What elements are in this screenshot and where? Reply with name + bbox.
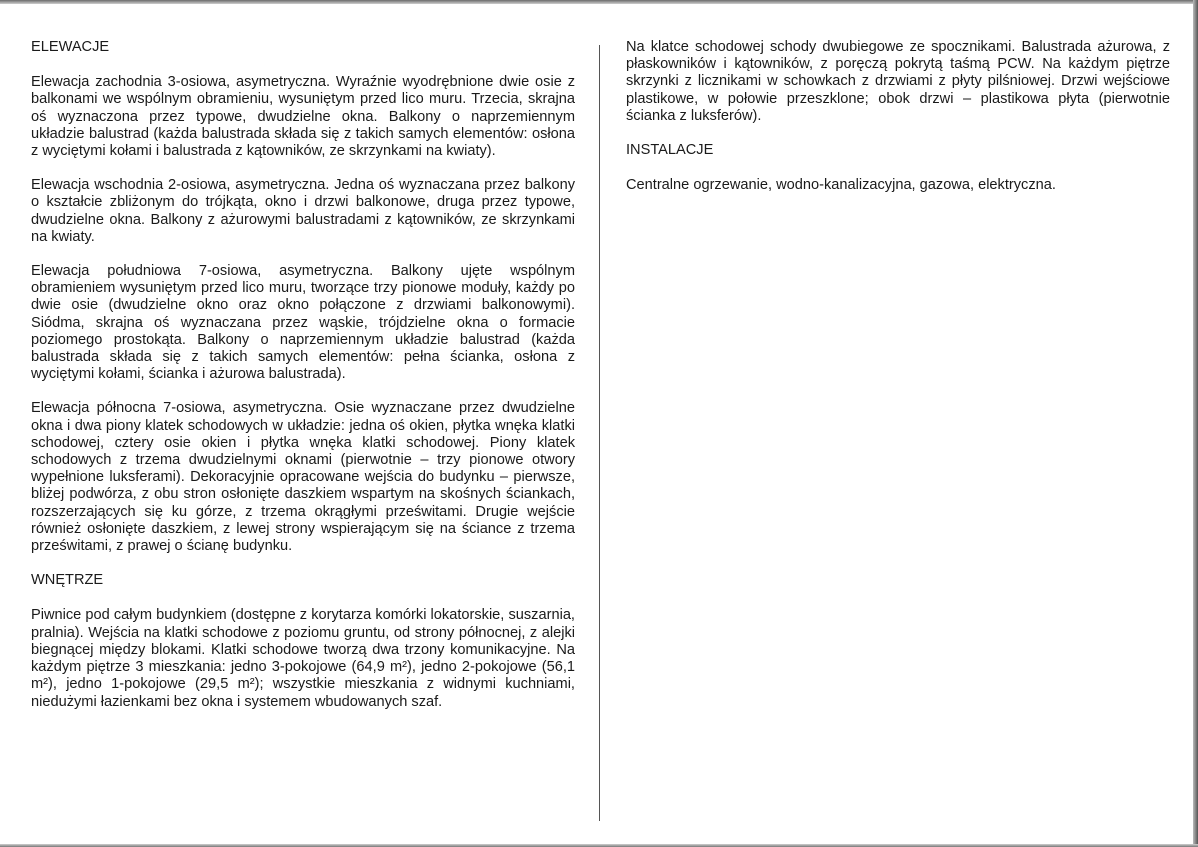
paragraph-wnetrze: Piwnice pod całym budynkiem (dostępne z korytarza komórki lokatorskie, suszarnia, pralnia). Wejścia na klatki schodowe z poziomu gruntu, od strony północnej, z alejki biegnącej między blokami. Klatki schodowe tworzą dwa trzony komunikacyjne. Na każdym piętrze 3 mieszkania: jedno 3-pokojowe (64,9 m²), jedno 2-pokojowe (56,1 m²), jedno 1-pokojowe (29,5 m²); wszystkie mieszkania z widnymi kuchniami, niedużymi łazienkami bez okna i systemem wbudowanych szaf. xyxy=(31,607,575,710)
column-divider xyxy=(599,45,600,821)
paragraph-elewacja-zachodnia: Elewacja zachodnia 3-osiowa, asymetryczna. Wyraźnie wyodrębnione dwie osie z balkonami we wspólnym obramieniu, wysuniętym przed lico muru. Trzecia, skrajna oś wyznaczona przez typowe, dwudzielne okna. Balkony o naprzemiennym układzie balustrad (każda balustrada składa się z takich samych elementów: osłona z wyciętymi kołami i balustrada z kątowników, ze skrzynkami na kwiaty). xyxy=(31,74,575,160)
heading-wnetrze: WNĘTRZE xyxy=(31,572,104,589)
paragraph-elewacja-wschodnia: Elewacja wschodnia 2-osiowa, asymetryczna. Jedna oś wyznaczana przez balkony o kształcie zbliżonym do trójkąta, okno i drzwi balkonowe, druga przez typowe, dwudzielne okna. Balkony z ażurowymi balustradami z kątowników, ze skrzynkami na kwiaty. xyxy=(31,177,575,245)
paragraph-instalacje: Centralne ogrzewanie, wodno-kanalizacyjna, gazowa, elektryczna. xyxy=(626,177,1056,194)
heading-instalacje: INSTALACJE xyxy=(626,142,714,159)
paragraph-elewacja-polnocna: Elewacja północna 7-osiowa, asymetryczna. Osie wyznaczane przez dwudzielne okna i dwa piony klatek schodowych w układzie: jedna oś okien, płytka wnęka klatki schodowej, cztery osie okien i płytka wnęka klatki schodowej. Piony klatek schodowych z trzema dwudzielnymi oknami (pierwotnie – trzy pionowe otwory wypełnione luksferami). Dekoracyjnie opracowane wejścia do budynku – pierwsze, bliżej podwórza, z obu stron osłonięte daszkiem wspartym na skośnych ściankach, rozszerzających się ku górze, z trzema okrągłymi prześwitami. Drugie wejście również osłonięte daszkiem, z lewej strony wspierającym się na ściance z trzema prześwitami, z prawej o ścianę budynku. xyxy=(31,400,575,555)
scan-edge-right xyxy=(1193,0,1198,847)
paragraph-klatka-schodowa: Na klatce schodowej schody dwubiegowe ze spocznikami. Balustrada ażurowa, z płaskowników i kątowników, z poręczą pokrytą taśmą PCW. Na każdym piętrze skrzynki z licznikami w schowkach z drzwiami z płyty pilśniowej. Drzwi wejściowe plastikowe, w połowie przeszklone; obok drzwi – plastikowa płyta (pierwotnie ścianka z luksferów). xyxy=(626,39,1170,124)
paragraph-elewacja-poludniowa: Elewacja południowa 7-osiowa, asymetryczna. Balkony ujęte wspólnym obramieniem wysuniętym przed lico muru, tworzące trzy pionowe moduły, każdy po dwie osie (dwudzielne okno oraz okno połączone z drzwiami balkonowymi). Siódma, skrajna oś wyznaczana przez wąskie, trójdzielne okna o formacie poziomego prostokąta. Balkony o naprzemiennym układzie balustrad (każda balustrada składa się z takich samych elementów: pełna ścianka, osłona z wyciętymi kołami, ścianka i ażurowa balustrada). xyxy=(31,263,575,383)
right-column xyxy=(626,39,1170,194)
left-column xyxy=(31,39,575,711)
scan-edge-top xyxy=(0,0,1198,4)
heading-elewacje: ELEWACJE xyxy=(31,39,110,55)
